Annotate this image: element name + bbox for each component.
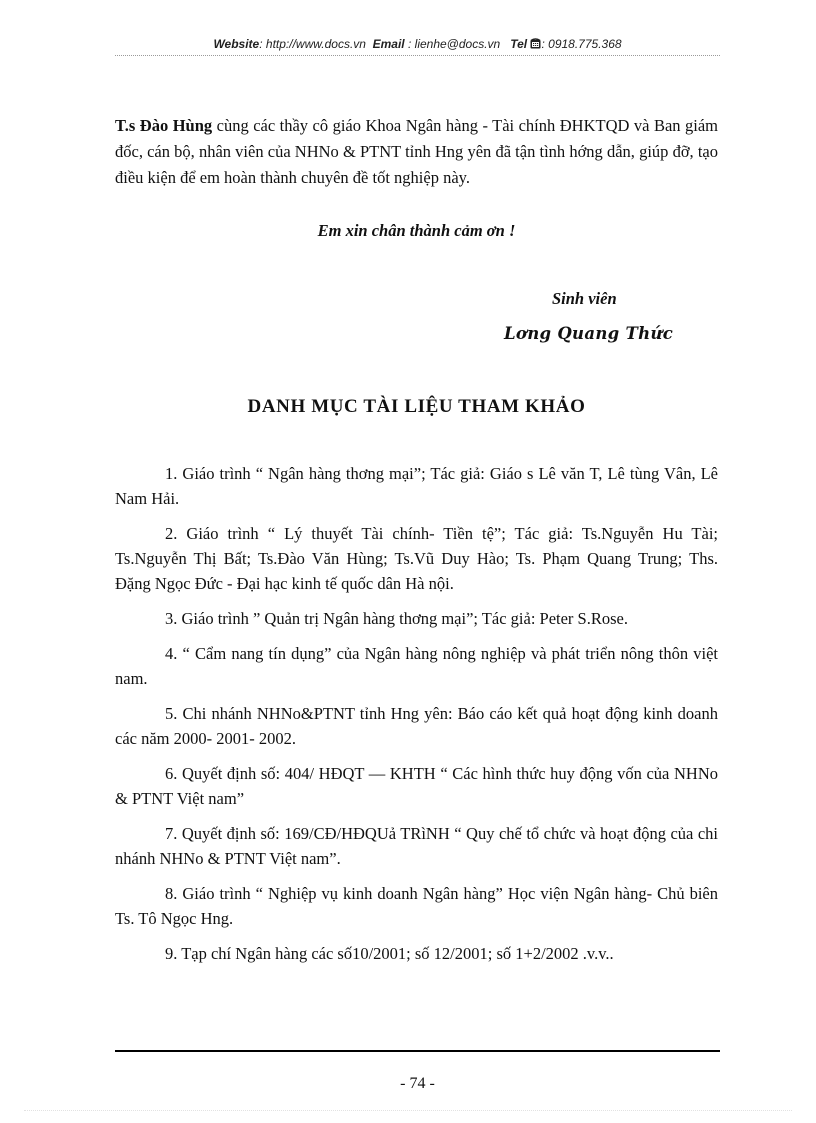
header-divider — [115, 55, 720, 56]
references-title: DANH MỤC TÀI LIỆU THAM KHẢO — [247, 396, 586, 417]
tel-label: Tel — [510, 37, 528, 51]
signer-role: Sinh viên — [552, 289, 617, 308]
reference-item: 5. Chi nhánh NHNo&PTNT tỉnh Hng yên: Báo cáo kết quả hoạt động kinh doanh các năm 2000- 2001- 2002. — [115, 704, 718, 748]
page-header — [115, 37, 720, 52]
reference-item: 7. Quyết định số: 169/CĐ/HĐQUả TRìNH “ Quy chế tổ chức và hoạt động của chi nhánh NHNo & PTNT Việt nam”. — [115, 824, 718, 868]
tel-value: : 0918.775.368 — [541, 37, 622, 51]
thanks-line: Em xin chân thành cảm ơn ! — [317, 221, 516, 240]
references-list — [115, 461, 718, 976]
acknowledgement-paragraph — [115, 113, 718, 191]
phone-icon — [530, 38, 541, 52]
reference-item: 3. Giáo trình ” Quản trị Ngân hàng thơng mại”; Tác giả: Peter S.Rose. — [165, 609, 628, 628]
reference-item: 8. Giáo trình “ Nghiệp vụ kinh doanh Ngân hàng” Học viện Ngân hàng- Chủ biên Ts. Tô Ngọc Hng. — [115, 884, 718, 928]
website-label: Website — [213, 37, 260, 51]
reference-item: 9. Tạp chí Ngân hàng các số10/2001; số 12/2001; số 1+2/2002 .v.v.. — [165, 944, 614, 963]
email-value: : lienhe@docs.vn — [407, 37, 501, 51]
page-number: - 74 - — [400, 1075, 435, 1092]
reference-item: 4. “ Cẩm nang tín dụng” của Ngân hàng nông nghiệp và phát triển nông thôn việt nam. — [115, 644, 718, 688]
footer-divider — [115, 1050, 720, 1052]
signer-name: Lơng Quang Thức — [504, 324, 674, 343]
reference-item: 2. Giáo trình “ Lý thuyết Tài chính- Tiền tệ”; Tác giả: Ts.Nguyễn Hu Tài; Ts.Nguyễn Thị Bất; Ts.Đào Văn Hùng; Ts.Vũ Duy Hào; Ts. Phạm Quang Trung; Ths. Đặng Ngọc Đức - Đại hạc kinh tế quốc dân Hà nội. — [115, 524, 718, 593]
reference-item: 1. Giáo trình “ Ngân hàng thơng mại”; Tác giả: Giáo s Lê văn T, Lê tùng Vân, Lê Nam Hải. — [115, 464, 718, 508]
email-label: Email — [372, 37, 405, 51]
acknowledgement-text: cùng các thầy cô giáo Khoa Ngân hàng - Tài chính ĐHKTQD và Ban giám đốc, cán bộ, nhân viên của NHNo & PTNT tỉnh Hng yên đã tận tình hớng dẫn, giúp đỡ, tạo điều kiện để em hoàn thành chuyên đề tốt nghiệp này. — [115, 116, 718, 187]
website-value: : http://www.docs.vn — [259, 37, 366, 51]
bottom-border — [24, 1110, 792, 1111]
advisor-name: T.s Đào Hùng — [115, 116, 213, 135]
reference-item: 6. Quyết định số: 404/ HĐQT — KHTH “ Các hình thức huy động vốn của NHNo & PTNT Việt nam” — [115, 764, 718, 808]
